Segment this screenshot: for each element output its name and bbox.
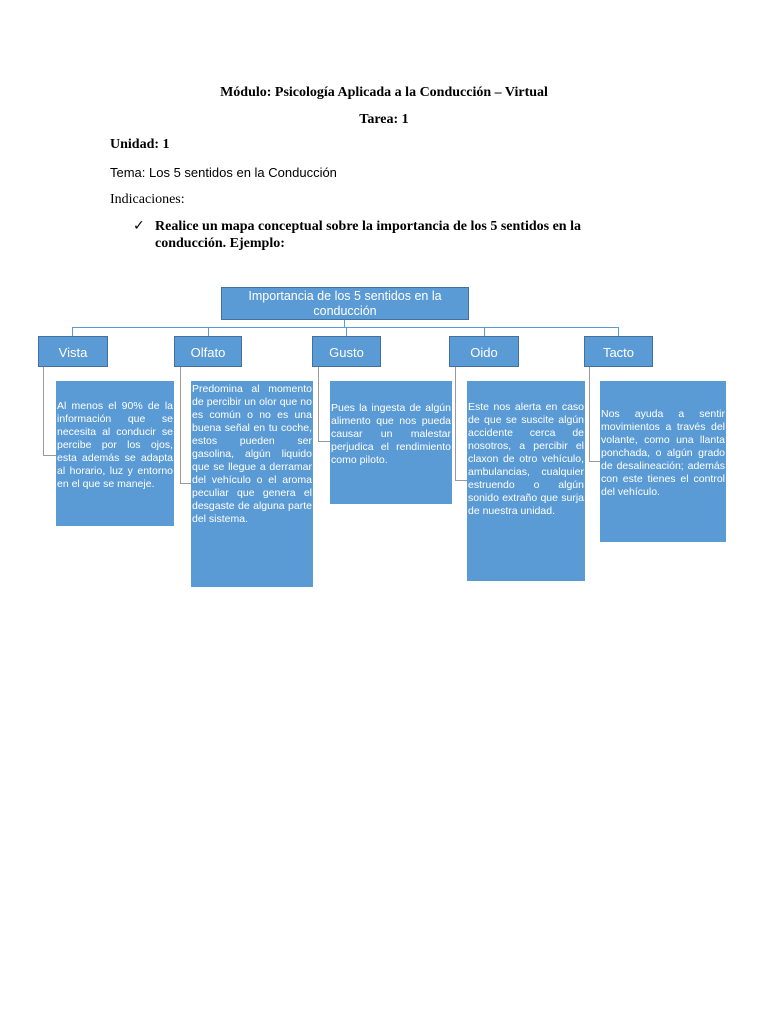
- elbow-vista-horizontal: [43, 455, 56, 456]
- instructions-label: Indicaciones:: [110, 192, 185, 207]
- desc-text-gusto: Pues la ingesta de algún alimento que nos pueda causar un malestar perjudica el rendimiento como piloto.: [331, 402, 451, 466]
- elbow-vista-vertical: [43, 367, 44, 456]
- desc-box-vista: [56, 381, 174, 526]
- sense-label-gusto: Gusto: [329, 345, 364, 360]
- sense-label-tacto: Tacto: [602, 345, 635, 360]
- desc-text-vista: Al menos el 90% de la información que se necesita al conducir se percibe por los ojos, esta además se adapta al horario, luz y entorno en el que se maneje.: [57, 400, 173, 490]
- connector-oido: [484, 327, 485, 336]
- sense-label-vista: Vista: [58, 345, 88, 360]
- connector-olfato: [208, 327, 209, 336]
- elbow-tacto-vertical: [589, 367, 590, 462]
- topic-line: Tema: Los 5 sentidos en la Conducción: [110, 165, 337, 180]
- desc-text-tacto: Nos ayuda a sentir movimientos a través del volante, como una llanta ponchada, o algún grado de desalineación; además con este tienes el control del vehículo.: [601, 408, 725, 498]
- elbow-olfato-vertical: [180, 367, 181, 484]
- checkmark-icon: ✓: [133, 218, 145, 234]
- desc-box-tacto: [600, 381, 726, 542]
- desc-box-olfato: [191, 381, 313, 587]
- sense-box-olfato: [174, 336, 242, 367]
- connector-tacto: [618, 327, 619, 336]
- desc-text-oido: Este nos alerta en caso de que se suscite algún accidente cerca de nosotros, a percibir el claxon de otro vehículo, ambulancias, cualquier estruendo o algún sonido extraño que surja de nuestra unidad.: [468, 401, 584, 517]
- elbow-gusto-horizontal: [318, 441, 330, 442]
- elbow-oido-vertical: [455, 367, 456, 481]
- elbow-gusto-vertical: [318, 367, 319, 442]
- module-title: Módulo: Psicología Aplicada a la Conducción – Virtual: [220, 85, 548, 100]
- sense-box-tacto: [584, 336, 653, 367]
- task-title: Tarea: 1: [359, 112, 409, 127]
- elbow-olfato-horizontal: [180, 483, 191, 484]
- title-connector: [344, 320, 345, 327]
- sense-box-gusto: [312, 336, 381, 367]
- desc-box-oido: [467, 381, 585, 581]
- sense-box-oido: [449, 336, 519, 367]
- connector-gusto: [346, 327, 347, 336]
- desc-text-olfato: Predomina al momento de percibir un olor que no es común o no es una buena señal en tu coche, estos pueden ser gasolina, algún liquido que se llegue a derramar del vehículo o el aroma peculiar que genera el desgaste de alguna parte del sistema.: [192, 383, 312, 525]
- desc-box-gusto: [330, 381, 452, 504]
- elbow-tacto-horizontal: [589, 461, 600, 462]
- sense-label-oido: Oido: [470, 345, 498, 360]
- instruction-text: Realice un mapa conceptual sobre la importancia de los 5 sentidos en la conducción. Ejemplo:: [155, 219, 581, 251]
- map-title-text: Importancia de los 5 sentidos en la conducción: [248, 289, 442, 318]
- connector-vista: [72, 327, 73, 336]
- elbow-oido-horizontal: [455, 480, 467, 481]
- unit-line: Unidad: 1: [110, 137, 170, 152]
- sense-label-olfato: Olfato: [190, 345, 226, 360]
- map-title-box: [221, 287, 469, 320]
- sense-box-vista: [38, 336, 108, 367]
